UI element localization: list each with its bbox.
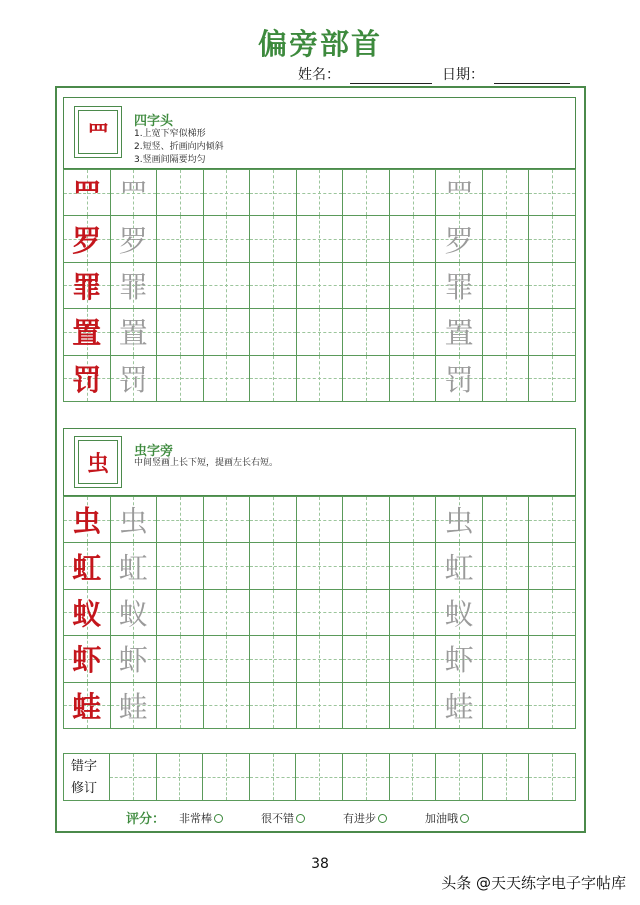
page-number: 38 [311,856,329,872]
grid-cell[interactable] [297,497,344,543]
grid-cell[interactable] [64,170,111,216]
grid-cell[interactable] [64,497,111,543]
grid-cell[interactable] [436,170,483,216]
guide-line-horizontal [157,612,203,613]
guide-line-horizontal [529,777,575,778]
grid-cell[interactable] [390,263,437,309]
grid-cell[interactable] [529,263,576,309]
model-character: 罪 [72,269,102,304]
trace-character: 罒 [118,177,148,212]
grid-cell[interactable] [436,497,483,543]
guide-line-horizontal [204,705,250,706]
grid-cell[interactable] [343,263,390,309]
trace-character: 罚 [444,362,474,397]
grid-cell[interactable] [343,216,390,262]
guide-line-horizontal [343,193,389,194]
grid-cell[interactable] [250,216,297,262]
grid-cell[interactable] [483,216,530,262]
correction-label-line2: 修订 [71,781,98,796]
guide-line-horizontal [390,193,436,194]
grid-cell[interactable] [250,497,297,543]
guide-line-horizontal [343,285,389,286]
trace-character: 罒 [444,177,474,212]
guide-line-horizontal [157,378,203,379]
grid-cell[interactable] [157,683,204,729]
guide-line-horizontal [297,566,343,567]
correction-cell[interactable] [390,754,437,801]
grid-cell[interactable] [343,356,390,402]
grid-cell[interactable] [64,543,111,589]
grid-cell[interactable] [343,309,390,355]
page-title: 偏旁部首 [257,27,382,61]
guide-line-horizontal [390,378,436,379]
guide-line-horizontal [157,520,203,521]
correction-cell[interactable] [250,754,297,801]
guide-line-horizontal [343,612,389,613]
grid-cell[interactable] [529,356,576,402]
grid-cell[interactable] [343,170,390,216]
grid-cell[interactable] [250,683,297,729]
correction-grid [63,753,576,801]
guide-line-horizontal [250,659,296,660]
guide-line-horizontal [529,239,575,240]
grid-cell[interactable] [111,683,158,729]
grid-cell[interactable] [111,309,158,355]
grid-cell[interactable] [64,356,111,402]
guide-line-horizontal [297,378,343,379]
grid-cell[interactable] [64,309,111,355]
radical-box-1 [74,106,122,158]
guide-line-horizontal [204,239,250,240]
grid-cell[interactable] [390,543,437,589]
guide-line-horizontal [250,239,296,240]
scoring-row [126,808,507,827]
guide-line-horizontal [390,239,436,240]
grid-cell[interactable] [250,356,297,402]
watermark: 头条 @天天练字电子字帖库 [441,874,626,892]
trace-character: 虹 [444,550,474,585]
model-character: 虾 [72,643,102,678]
grid-cell[interactable] [111,636,158,682]
grid-cell[interactable] [204,590,251,636]
guide-line-horizontal [390,566,436,567]
guide-line-horizontal [483,659,529,660]
grid-cell[interactable] [343,497,390,543]
correction-cell[interactable] [157,754,204,801]
guide-line-horizontal [296,777,342,778]
guide-line-horizontal [390,777,436,778]
trace-character: 虹 [118,550,148,585]
trace-character: 虫 [118,504,148,539]
grid-cell[interactable] [297,356,344,402]
guide-line-horizontal [343,378,389,379]
grid-cell[interactable] [390,636,437,682]
guide-line-horizontal [483,705,529,706]
grid-cell[interactable] [204,497,251,543]
grid-cell[interactable] [483,636,530,682]
guide-line-horizontal [157,193,203,194]
grid-cell[interactable] [390,356,437,402]
model-character: 蛙 [72,689,102,724]
model-character: 虹 [72,550,102,585]
guide-line-horizontal [250,193,296,194]
guide-line-horizontal [204,659,250,660]
score-option-good[interactable]: 很不错 [261,810,305,826]
guide-line-horizontal [204,285,250,286]
trace-character: 罗 [118,223,148,258]
grid-cell[interactable] [297,683,344,729]
grid-cell[interactable] [436,309,483,355]
guide-line-horizontal [529,705,575,706]
grid-cell[interactable] [436,216,483,262]
trace-character: 罪 [118,269,148,304]
guide-line-horizontal [204,332,250,333]
grid-cell[interactable] [204,543,251,589]
guide-line-horizontal [250,332,296,333]
guide-line-horizontal [390,285,436,286]
circle-icon[interactable] [460,814,469,823]
score-option-excellent[interactable]: 非常棒 [179,810,223,826]
grid-cell[interactable] [157,356,204,402]
guide-line-horizontal [204,566,250,567]
trace-character: 虾 [444,643,474,678]
grid-cell[interactable] [390,497,437,543]
grid-cell[interactable] [204,683,251,729]
section-notes-2 [134,457,278,470]
guide-line-horizontal [250,520,296,521]
grid-cell[interactable] [529,309,576,355]
grid-cell[interactable] [390,683,437,729]
grid-cell[interactable] [157,216,204,262]
name-date-line [298,64,570,84]
grid-cell[interactable] [111,263,158,309]
grid-cell[interactable] [297,216,344,262]
guide-line-horizontal [297,659,343,660]
guide-line-horizontal [297,239,343,240]
name-blank [350,68,432,84]
correction-label [71,756,97,800]
note-line: 2.短竖、折画向内倾斜 [134,142,224,152]
guide-line-horizontal [529,566,575,567]
guide-line-horizontal [390,332,436,333]
guide-line-horizontal [343,705,389,706]
score-option-improved[interactable]: 有进步 [343,810,387,826]
guide-line-horizontal [529,285,575,286]
grid-cell[interactable] [250,170,297,216]
radical-char-2: 虫 [78,440,118,484]
guide-line-horizontal [157,659,203,660]
grid-cell[interactable] [250,263,297,309]
guide-line-horizontal [250,566,296,567]
model-character: 蚁 [72,596,102,631]
grid-cell[interactable] [250,590,297,636]
grid-cell[interactable] [297,263,344,309]
circle-icon[interactable] [296,814,305,823]
guide-line-horizontal [297,193,343,194]
guide-line-horizontal [297,285,343,286]
guide-line-horizontal [483,239,529,240]
grid-cell[interactable] [250,309,297,355]
guide-line-horizontal [204,612,250,613]
circle-icon[interactable] [378,814,387,823]
radical-char-1: 罒 [78,110,118,154]
correction-cell[interactable] [110,754,157,801]
grid-cell[interactable] [204,309,251,355]
grid-cell[interactable] [483,497,530,543]
grid-cell[interactable] [529,497,576,543]
grid-cell[interactable] [204,356,251,402]
grid-cell[interactable] [436,356,483,402]
grid-cell[interactable] [111,543,158,589]
guide-line-horizontal [157,239,203,240]
trace-character: 置 [444,316,474,351]
grid-cell[interactable] [111,590,158,636]
guide-line-horizontal [483,566,529,567]
name-label: 姓名： [298,67,340,83]
grid-cell[interactable] [204,216,251,262]
circle-icon[interactable] [214,814,223,823]
guide-line-horizontal [250,285,296,286]
guide-line-horizontal [203,777,249,778]
grid-cell[interactable] [529,170,576,216]
model-character: 置 [72,316,102,351]
grid-cell[interactable] [436,263,483,309]
section-notes-1 [134,128,224,167]
trace-character: 蛙 [444,689,474,724]
guide-line-horizontal [343,659,389,660]
guide-line-horizontal [157,332,203,333]
grid-cell[interactable] [204,263,251,309]
guide-line-horizontal [436,777,482,778]
grid-cell[interactable] [529,216,576,262]
guide-line-horizontal [250,705,296,706]
guide-line-horizontal [529,378,575,379]
grid-cell[interactable] [111,356,158,402]
grid-cell[interactable] [436,543,483,589]
grid-cell[interactable] [157,497,204,543]
model-character: 虫 [72,504,102,539]
grid-cell[interactable] [529,590,576,636]
guide-line-horizontal [343,777,389,778]
grid-cell[interactable] [64,683,111,729]
correction-cell[interactable] [343,754,390,801]
grid-cell[interactable] [483,263,530,309]
guide-line-horizontal [343,520,389,521]
grid-cell[interactable] [157,170,204,216]
grid-cell[interactable] [483,309,530,355]
grid-cell[interactable] [390,170,437,216]
trace-character: 蚁 [444,596,474,631]
correction-cell[interactable] [203,754,250,801]
model-character: 罒 [72,177,102,212]
grid-cell[interactable] [250,636,297,682]
guide-line-horizontal [390,705,436,706]
grid-cell[interactable] [483,543,530,589]
guide-line-horizontal [529,332,575,333]
grid-cell[interactable] [483,590,530,636]
guide-line-horizontal [343,239,389,240]
trace-character: 罗 [444,223,474,258]
grid-cell[interactable] [204,636,251,682]
guide-line-horizontal [204,378,250,379]
grid-cell[interactable] [390,590,437,636]
guide-line-horizontal [483,193,529,194]
note-line: 中间竖画上长下短，提画左长右短。 [134,458,279,468]
grid-cell[interactable] [204,170,251,216]
grid-cell[interactable] [297,309,344,355]
trace-character: 置 [118,316,148,351]
grid-cell[interactable] [157,263,204,309]
guide-line-horizontal [483,777,529,778]
model-character: 罗 [72,223,102,258]
guide-line-horizontal [157,566,203,567]
note-line: 1.上宽下窄似梯形 [134,129,206,139]
guide-line-horizontal [250,612,296,613]
grid-cell[interactable] [529,683,576,729]
guide-line-horizontal [110,777,156,778]
grid-cell[interactable] [297,636,344,682]
grid-cell[interactable] [436,636,483,682]
guide-line-horizontal [529,659,575,660]
guide-line-horizontal [529,612,575,613]
radical-box-2 [74,436,122,488]
section-title-2: 虫字旁 [134,444,174,459]
grid-cell[interactable] [157,309,204,355]
grid-cell[interactable] [64,636,111,682]
guide-line-horizontal [529,193,575,194]
grid-cell[interactable] [297,543,344,589]
correction-cell[interactable] [296,754,343,801]
guide-line-horizontal [343,332,389,333]
guide-line-horizontal [157,705,203,706]
trace-character: 虫 [444,504,474,539]
guide-line-horizontal [297,332,343,333]
guide-line-horizontal [483,285,529,286]
grid-cell[interactable] [64,263,111,309]
note-line: 3.竖画间隔要均匀 [134,155,206,165]
correction-cell[interactable] [483,754,530,801]
grid-cell[interactable] [111,170,158,216]
grid-cell[interactable] [157,590,204,636]
guide-line-horizontal [390,520,436,521]
grid-cell[interactable] [529,543,576,589]
practice-grid-1 [63,169,576,402]
score-option-keep-going[interactable]: 加油哦 [425,810,469,826]
grid-cell[interactable] [483,170,530,216]
grid-cell[interactable] [343,543,390,589]
date-label: 日期： [442,67,484,83]
grid-cell[interactable] [390,216,437,262]
guide-line-horizontal [529,520,575,521]
correction-label-line1: 错字 [71,759,98,774]
trace-character: 罚 [118,362,148,397]
guide-line-horizontal [483,332,529,333]
guide-line-horizontal [390,659,436,660]
practice-grid-2 [63,496,576,729]
guide-line-horizontal [483,378,529,379]
date-blank [494,68,570,84]
correction-cell[interactable] [529,754,576,801]
guide-line-horizontal [297,705,343,706]
trace-character: 蚁 [118,596,148,631]
guide-line-horizontal [204,520,250,521]
grid-cell[interactable] [483,683,530,729]
guide-line-horizontal [297,520,343,521]
trace-character: 蛙 [118,689,148,724]
guide-line-horizontal [483,612,529,613]
grid-cell[interactable] [250,543,297,589]
guide-line-horizontal [250,777,296,778]
grid-cell[interactable] [436,683,483,729]
grid-cell[interactable] [157,543,204,589]
grid-cell[interactable] [297,170,344,216]
guide-line-horizontal [483,520,529,521]
grid-cell[interactable] [111,497,158,543]
trace-character: 虾 [118,643,148,678]
guide-line-horizontal [390,612,436,613]
guide-line-horizontal [343,566,389,567]
guide-line-horizontal [157,285,203,286]
guide-line-horizontal [250,378,296,379]
grid-cell[interactable] [297,590,344,636]
guide-line-horizontal [297,612,343,613]
grid-cell[interactable] [343,683,390,729]
scoring-label: 评分： [126,812,166,827]
grid-cell[interactable] [64,216,111,262]
section-title-1: 四字头 [134,114,174,129]
trace-character: 罪 [444,269,474,304]
grid-cell[interactable] [390,309,437,355]
grid-cell[interactable] [64,590,111,636]
grid-cell[interactable] [343,590,390,636]
guide-line-horizontal [157,777,203,778]
grid-cell[interactable] [343,636,390,682]
guide-line-horizontal [204,193,250,194]
correction-cell[interactable] [436,754,483,801]
grid-cell[interactable] [111,216,158,262]
grid-cell[interactable] [483,356,530,402]
model-character: 罚 [72,362,102,397]
grid-cell[interactable] [436,590,483,636]
grid-cell[interactable] [157,636,204,682]
grid-cell[interactable] [529,636,576,682]
